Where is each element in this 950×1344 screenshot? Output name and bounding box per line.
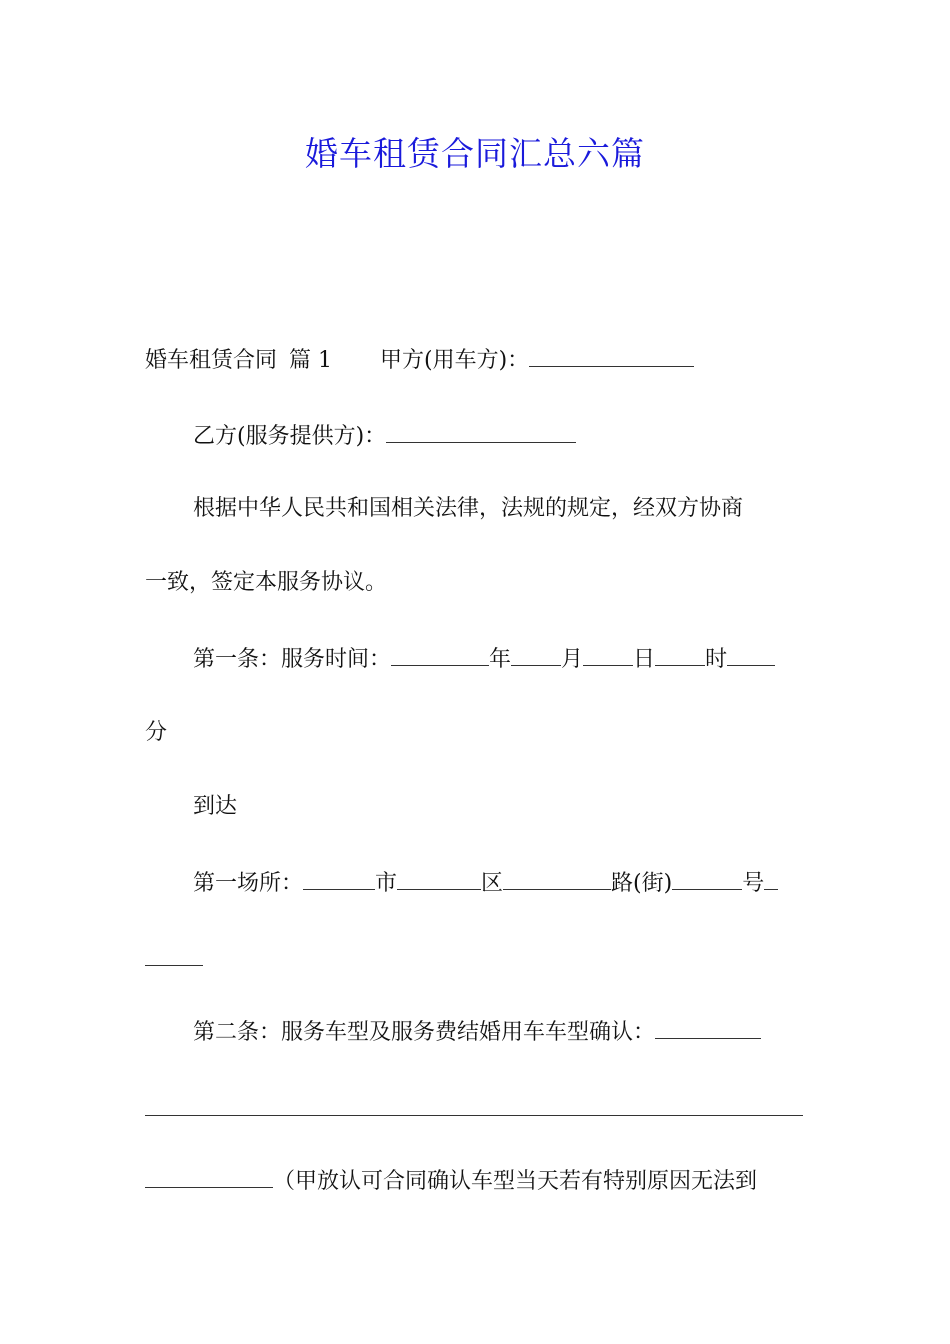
vehicle-type-full-blank[interactable] [145,1115,803,1116]
arrive-label: 到达 [193,794,238,819]
number-suffix-blank[interactable] [764,867,778,890]
district-label: 区 [481,871,504,896]
service-time-line [145,643,858,675]
vehicle-type-blank[interactable] [655,1016,761,1039]
number-blank[interactable] [672,867,742,890]
party-b-blank[interactable] [386,420,576,443]
hour-blank[interactable] [655,643,705,666]
day-blank[interactable] [583,643,633,666]
hour-label: 时 [705,647,728,672]
month-label: 月 [561,647,584,672]
party-b-line [145,420,858,452]
road-label: 路(街) [611,871,673,896]
vehicle-note-blank[interactable] [145,1165,273,1188]
party-a-label: 甲方(用车方)： [380,348,530,373]
year-label: 年 [489,647,512,672]
paragraph-line: 根据中华人民共和国相关法律，法规的规定，经双方协商 [193,496,744,521]
contract-part-number: 篇 1 [289,348,333,373]
vehicle-type-label: 第二条：服务车型及服务费结婚用车车型确认： [193,1020,656,1045]
month-blank[interactable] [511,643,561,666]
district-blank[interactable] [397,867,481,890]
vehicle-type-line [145,1016,858,1048]
first-venue-label: 第一场所： [193,871,304,896]
first-venue-line [145,867,858,899]
day-label: 日 [633,647,656,672]
year-blank[interactable] [391,643,489,666]
venue-continuation-blank[interactable] [145,965,203,966]
city-blank[interactable] [303,867,375,890]
service-time-label: 第一条：服务时间： [193,647,392,672]
minute-blank[interactable] [727,643,775,666]
party-a-blank[interactable] [529,344,694,367]
vehicle-note-text: （甲放认可合同确认车型当天若有特别原因无法到 [273,1169,758,1194]
vehicle-note-line [145,1165,810,1197]
city-label: 市 [375,871,398,896]
contract-heading: 婚车租赁合同 [145,348,278,373]
contract-heading-line [145,344,810,376]
party-b-label: 乙方(服务提供方)： [193,424,387,449]
minute-label: 分 [145,720,168,745]
paragraph-line: 一致，签定本服务协议。 [145,570,388,595]
document-title: 婚车租赁合同汇总六篇 [305,134,645,173]
number-label: 号 [742,871,765,896]
road-blank[interactable] [503,867,611,890]
